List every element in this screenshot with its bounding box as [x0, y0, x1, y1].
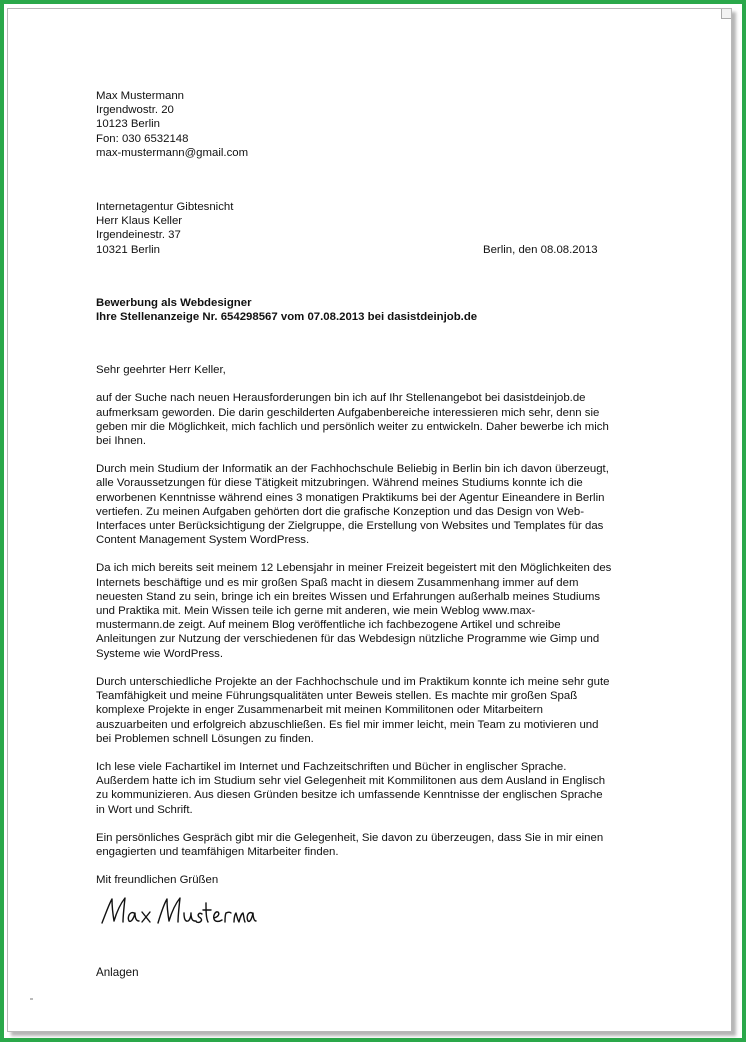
body-line: Internets beschäftige und es mir großen Spaß macht in diesem Zusammenhang immer auf dem [96, 576, 579, 589]
body-line: Teamfähigkeit und meine Führungsqualitäten unter Beweis stellen. Es machte mir großen Spaß [96, 690, 578, 703]
cover-letter [96, 89, 656, 981]
frame-border-bottom [0, 1038, 746, 1042]
subject-block [96, 296, 656, 324]
page-mark [30, 998, 33, 1000]
date-line: Berlin, den 08.08.2013 [483, 243, 598, 256]
recipient-company: Internetagentur Gibtesnicht [96, 201, 234, 214]
body-paragraph [96, 462, 656, 547]
body-paragraph [96, 760, 656, 817]
body-line: in Wort und Schrift. [96, 803, 193, 816]
body-line: Außerdem hatte ich im Studium sehr viel Gelegenheit mit Kommilitonen aus dem Ausland in Englisch [96, 775, 606, 788]
body-line: erworbenen Kenntnisse während eines 3 monatigen Praktikums bei der Agentur Eineandere in Berlin [96, 491, 605, 504]
body-line: Systeme wie WordPress. [96, 647, 224, 660]
body-line: auszuarbeiten und erfolgreich abzuschließen. Es fiel mir immer leicht, mein Team zu motivieren und [96, 718, 599, 731]
body-line: alle Voraussetzungen für diese Tätigkeit mitzubringen. Während meines Studiums konnte ich die [96, 477, 583, 490]
body-line: Content Management System WordPress. [96, 534, 310, 547]
body-line: bei Problemen schnell Lösungen zu finden. [96, 732, 314, 745]
body-line: aufmerksam geworden. Die darin geschilderten Aufgabenbereiche interessieren mich sehr, denn sie [96, 406, 600, 419]
frame-border-left [0, 0, 4, 1042]
sender-name: Max Mustermann [96, 90, 184, 102]
subject-line-2: Ihre Stellenanzeige Nr. 654298567 vom 07.08.2013 bei dasistdeinjob.de [96, 311, 478, 324]
body-line: Ein persönliches Gespräch gibt mir die Gelegenheit, Sie davon zu überzeugen, dass Sie in mir einen [96, 831, 604, 844]
recipient-contact: Herr Klaus Keller [96, 215, 183, 228]
body-paragraph [96, 831, 656, 859]
recipient-city: 10321 Berlin [96, 243, 160, 256]
body-line: mustermann.de zeigt. Auf meinem Blog veröffentliche ich fachbezogene Artikel und schreibe [96, 619, 561, 632]
handwritten-signature-image [98, 891, 258, 931]
body-line: geben mir die Möglichkeit, mich fachlich und persönlich weiter zu entwickeln. Daher bewerbe ich mich [96, 420, 609, 433]
signature [96, 891, 656, 933]
body-line: Ich lese viele Fachartikel im Internet und Fachzeitschriften und Bücher in englischer Sprache. [96, 760, 567, 773]
page-corner [721, 9, 731, 19]
body-line: auf der Suche nach neuen Herausforderungen bin ich auf Ihr Stellenangebot bei dasistdeinjob.de [96, 392, 586, 405]
sender-city: 10123 Berlin [96, 118, 160, 131]
recipient-street: Irgendeinestr. 37 [96, 229, 181, 242]
recipient-address [96, 200, 656, 257]
subject-line-1: Bewerbung als Webdesigner [96, 296, 252, 309]
body-line: vertiefen. Zu meinen Aufgaben gehörten dort die grafische Konzeption und das Design von Web- [96, 505, 585, 518]
body-line: zu kommunizieren. Aus diesen Gründen besitze ich umfassende Kenntnisse der englischen Sprache [96, 789, 603, 802]
body-line: engagierten und teamfähigen Mitarbeiter finden. [96, 845, 339, 858]
body-paragraph [96, 675, 656, 746]
body-line: bei Ihnen. [96, 435, 147, 448]
body-line: Durch mein Studium der Informatik an der Fachhochschule Beliebig in Berlin bin ich davon überzeugt, [96, 463, 609, 476]
sender-address [96, 89, 656, 160]
sender-phone: Fon: 030 6532148 [96, 132, 189, 145]
body-line: Anleitungen zur Nutzung der verschiedenen für das Webdesign nützliche Programme wie Gimp und [96, 633, 600, 646]
sender-email: max-mustermann@gmail.com [96, 146, 249, 159]
body-line: neuesten Stand zu sein, bringe ich ein breites Wissen und Erfahrungen außerhalb meines Studiums [96, 590, 601, 603]
body-line: und Praktika mit. Mein Wissen teile ich gerne mit anderen, wie mein Weblog www.max- [96, 605, 536, 618]
body-paragraph [96, 391, 656, 448]
body-line: Interfaces unter Berücksichtigung der Zielgruppe, die Erstellung von Websites und Templates für das [96, 520, 604, 533]
frame-border-right [742, 0, 746, 1042]
attachments-note: Anlagen [96, 966, 139, 980]
body-line: Da ich mich bereits seit meinem 12 Lebensjahr in meiner Freizeit begeistert mit den Möglichkeiten des [96, 562, 612, 575]
letter-body [96, 391, 656, 873]
sender-street: Irgendwostr. 20 [96, 104, 174, 117]
body-line: Durch unterschiedliche Projekte an der Fachhochschule und im Praktikum konnte ich meine sehr gute [96, 675, 610, 688]
frame-border-top [0, 0, 746, 4]
closing: Mit freundlichen Grüßen [96, 874, 219, 887]
body-line: komplexe Projekte in enger Zusammenarbeit mit meinen Kommilitonen oder Mitarbeitern [96, 704, 543, 717]
body-paragraph [96, 561, 656, 660]
salutation: Sehr geehrter Herr Keller, [96, 364, 226, 377]
